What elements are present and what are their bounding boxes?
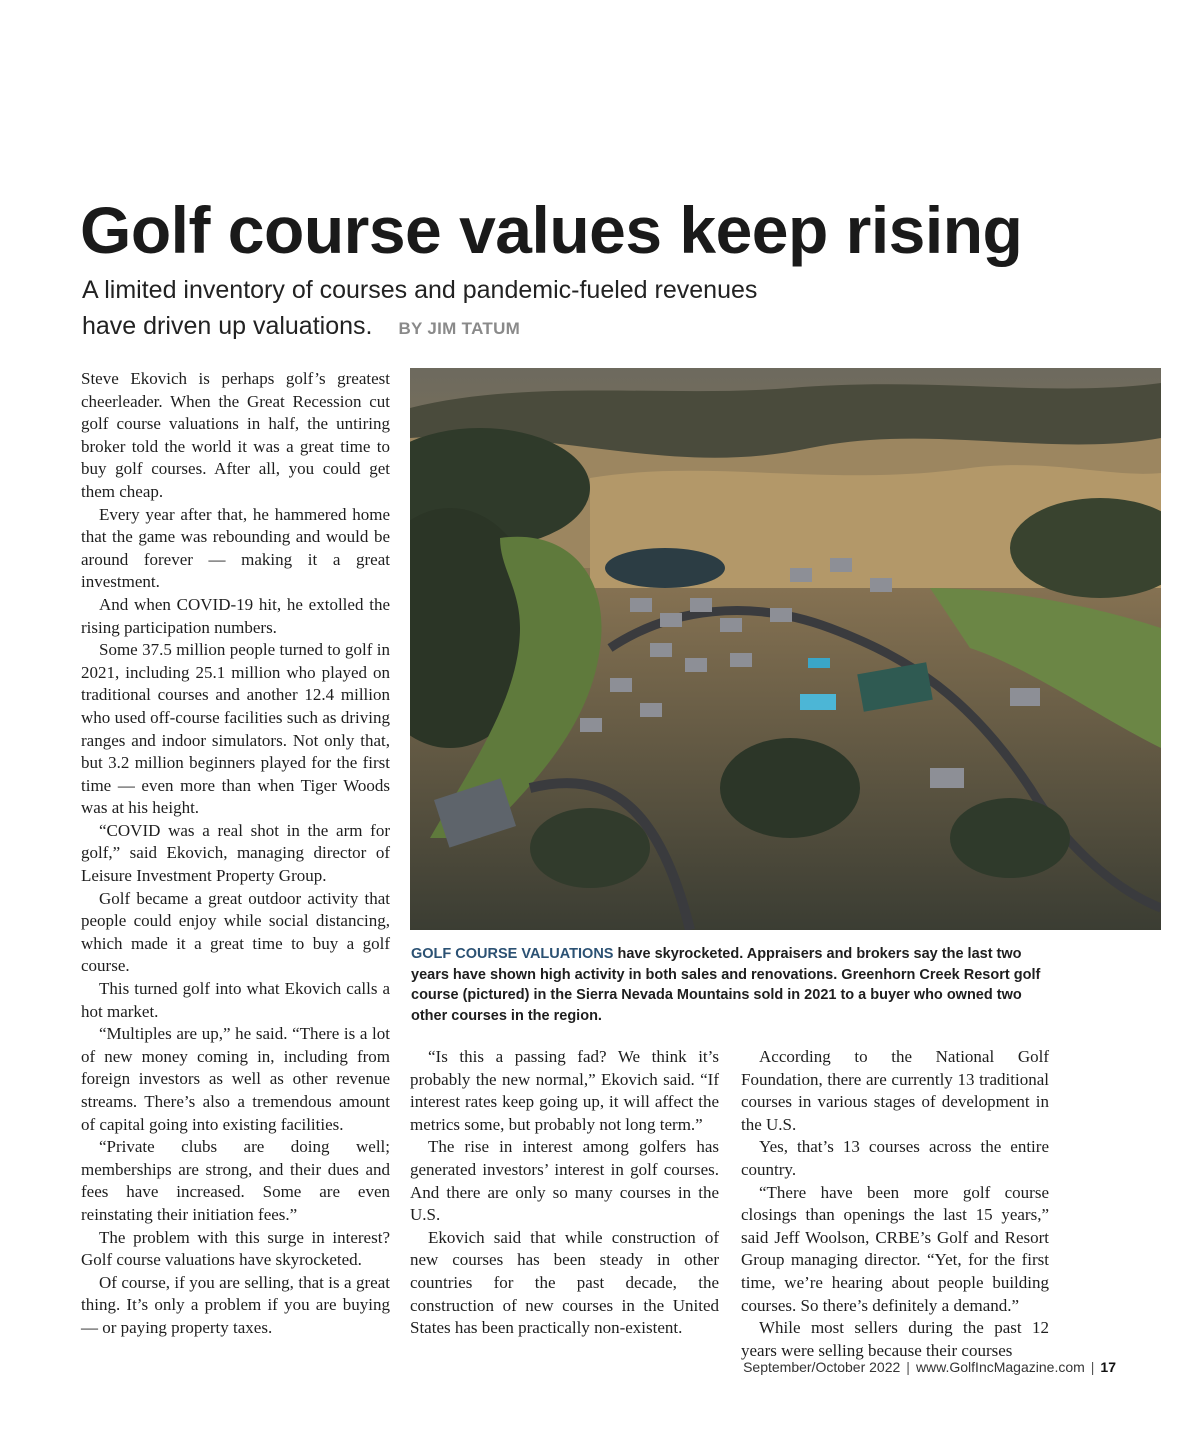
deck-line-2 (82, 308, 842, 347)
paragraph: Every year after that, he hammered home that the game was rebounding and would be around forever — making it a great investment. (81, 504, 390, 592)
caption-lead: GOLF COURSE VALUATIONS (411, 946, 614, 962)
deck (82, 272, 842, 347)
paragraph: The problem with this surge in interest? Golf course valuations have skyrocketed. (81, 1227, 390, 1270)
paragraph: While most sellers during the past 12 years were selling because their courses (741, 1318, 1049, 1360)
page-number: 17 (1100, 1359, 1116, 1375)
paragraph: “There have been more golf course closings than openings the last 15 years,” said Jeff Woolson, CRBE’s Golf and Resort Group managing director. “Yet, for the first time, we’re hearing about people building courses. So there’s definitely a demand.” (741, 1182, 1049, 1315)
paragraph: “Private clubs are doing well; memberships are strong, and their dues and fees have increased. Some are even reinstating their initiation fees.” (81, 1137, 390, 1224)
paragraph: Steve Ekovich is perhaps golf’s greatest cheerleader. When the Great Recession cut golf course valuations in half, the untiring broker told the world it was a great time to buy golf courses. After all, you could get them cheap. (81, 369, 390, 501)
paragraph: Some 37.5 million people turned to golf in 2021, including 25.1 million who played on traditional courses and another 12.4 million who used off-course facilities such as driving ranges and indoor simulators. Not only that, but 3.2 million beginners played for the first time — even more than when Tiger Woods was at his height. (81, 640, 390, 818)
paragraph: The rise in interest among golfers has generated investors’ interest in golf courses. And there are only so many courses in the U.S. (410, 1137, 719, 1225)
paragraph: Ekovich said that while construction of new courses has been steady in other countries for the past decade, the construction of new courses in the United States has been practically non-existent. (410, 1227, 719, 1338)
page-footer (743, 1359, 1116, 1375)
body-column-3 (741, 1046, 1049, 1362)
paragraph: “COVID was a real shot in the arm for golf,” said Ekovich, managing director of Leisure Investment Property Group. (81, 820, 390, 886)
body-column-1 (81, 368, 390, 1340)
paragraph: “Is this a passing fad? We think it’s probably the new normal,” Ekovich said. “If interest rates keep going up, it will affect the metrics some, but probably not long term.” (410, 1047, 719, 1134)
paragraph: Yes, that’s 13 courses across the entire country. (741, 1137, 1049, 1179)
paragraph: According to the National Golf Foundation, there are currently 13 traditional courses in various stages of development in the U.S. (741, 1047, 1049, 1134)
footer-separator: | (906, 1359, 910, 1375)
deck-line-1: A limited inventory of courses and pandemic-fueled revenues (82, 276, 758, 304)
paragraph: And when COVID-19 hit, he extolled the rising participation numbers. (81, 594, 390, 637)
paragraph: “Multiples are up,” he said. “There is a lot of new money coming in, including from foreign investors as well as other revenue streams. There’s also a tremendous amount of capital going into existing facilities. (81, 1024, 390, 1134)
deck-line-2-text: have driven up valuations. (82, 312, 373, 340)
body-column-2 (410, 1046, 719, 1340)
byline: BY JIM TATUM (398, 319, 521, 338)
headline: Golf course values keep rising (80, 193, 1023, 267)
paragraph: Golf became a great outdoor activity that people could enjoy while social distancing, which made it a great time to buy a golf course. (81, 888, 390, 976)
paragraph: Of course, if you are selling, that is a great thing. It’s only a problem if you are buying — or paying property taxes. (81, 1272, 390, 1337)
aerial-golf-course-photo (410, 368, 1161, 930)
photo-caption (411, 944, 1061, 1026)
caption-text: have skyrocketed. Appraisers and brokers say the last two years have shown high activity in both sales and renovations. Greenhorn Creek Resort golf course (pictured) in the Sierra Nevada Mountains sold in 2021 to a buyer who owned two other courses in the region. (411, 946, 1041, 1024)
footer-site: www.GolfIncMagazine.com (915, 1359, 1085, 1375)
footer-issue: September/October 2022 (743, 1359, 901, 1375)
footer-separator: | (1090, 1359, 1095, 1375)
paragraph: This turned golf into what Ekovich calls a hot market. (81, 979, 390, 1021)
